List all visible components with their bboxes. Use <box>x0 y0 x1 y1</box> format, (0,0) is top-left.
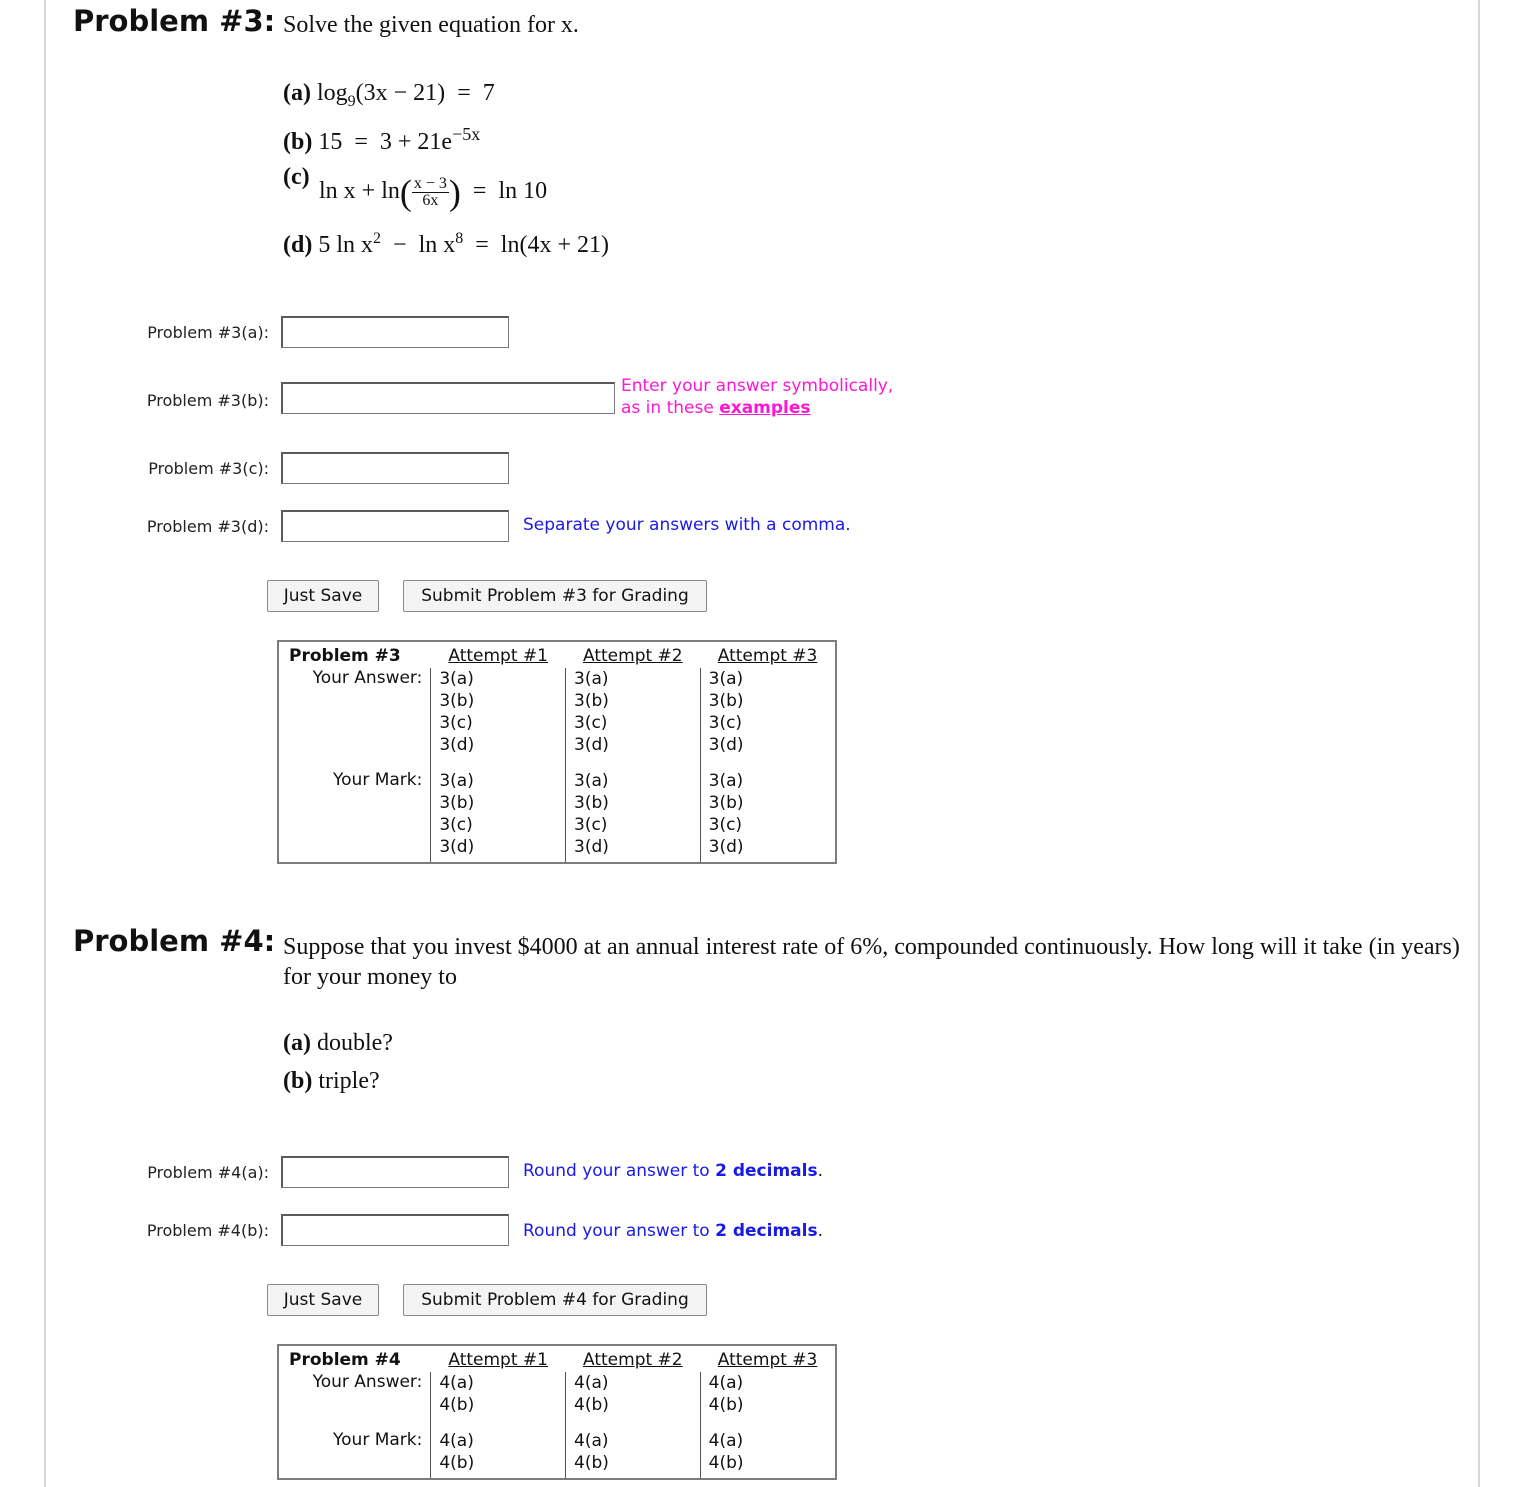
attempt-cell <box>700 760 836 863</box>
problem-3c-input[interactable] <box>281 452 509 484</box>
attempt-cell <box>566 1372 701 1420</box>
part-tag: (a) <box>283 80 311 106</box>
item: 4(b) <box>574 1395 609 1415</box>
eq-exponent: −5x <box>452 124 481 144</box>
item: 3(d) <box>574 836 609 857</box>
attempt-cell <box>566 1420 701 1479</box>
eq-text: (3x − 21) <box>355 80 446 106</box>
eq-paren: ) <box>448 172 461 213</box>
item: 3(b) <box>439 792 475 813</box>
problem-3d-label: Problem #3(d): <box>146 517 269 536</box>
symbolic-hint-line2: as in these <box>621 398 714 418</box>
item: 4(a) <box>708 1373 744 1393</box>
item: 3(d) <box>574 735 609 755</box>
problem-4b-text <box>283 1068 380 1095</box>
attempt-2-link[interactable]: Attempt #2 <box>583 646 683 666</box>
attempt-1-header <box>431 1345 566 1372</box>
part-tag: (b) <box>283 1068 313 1094</box>
item: 3(b) <box>708 792 744 813</box>
item: 3(b) <box>574 792 609 813</box>
item: 4(a) <box>439 1430 474 1451</box>
item: 3(a) <box>439 669 474 689</box>
answer-row <box>278 668 836 760</box>
attempt-2-link[interactable]: Attempt #2 <box>583 1350 683 1370</box>
attempt-cell <box>700 1420 836 1479</box>
attempt-cell <box>431 1372 566 1420</box>
problem-3c-equation <box>319 172 548 213</box>
problem-3a-input[interactable] <box>281 316 509 348</box>
item: 4(a) <box>439 1373 474 1393</box>
problem-4-submit-button[interactable]: Submit Problem #4 for Grading <box>403 1284 707 1316</box>
item: 3(a) <box>439 770 474 791</box>
item: 3(d) <box>708 735 744 755</box>
problem-3b-input[interactable] <box>281 382 615 414</box>
item: 3(c) <box>708 713 743 733</box>
eq-minus: − <box>393 232 407 258</box>
attempt-2-header <box>566 1345 701 1372</box>
round-hint-period: . <box>817 1161 823 1181</box>
symbolic-hint <box>621 375 893 419</box>
part-text: double? <box>316 1030 393 1056</box>
item: 3(a) <box>708 770 744 791</box>
attempt-cell <box>431 1420 566 1479</box>
eq-exponent: 8 <box>455 230 464 247</box>
item: 3(d) <box>708 836 744 857</box>
item: 3(a) <box>708 669 744 689</box>
attempt-1-link[interactable]: Attempt #1 <box>448 646 548 666</box>
your-mark-label: Your Mark: <box>333 769 423 790</box>
your-answer-label: Your Answer: <box>312 1372 423 1392</box>
item: 4(b) <box>708 1395 744 1415</box>
problem-3c-label: Problem #3(c): <box>148 459 269 478</box>
attempt-3-link[interactable]: Attempt #3 <box>717 646 818 666</box>
eq-denominator: 6x <box>422 192 439 209</box>
problem-4-heading: Problem #4: <box>73 924 276 958</box>
problem-3c-tag <box>283 164 310 191</box>
item: 3(b) <box>439 691 475 711</box>
eq-sign: = <box>475 232 489 258</box>
problem-3-statement: Solve the given equation for x. <box>283 12 579 38</box>
part-tag: (c) <box>283 164 310 190</box>
attempt-cell <box>431 760 566 863</box>
attempt-cell <box>566 760 701 863</box>
eq-fraction <box>412 176 449 209</box>
eq-text: ln x + ln <box>319 178 400 205</box>
item: 4(a) <box>574 1373 609 1393</box>
attempt-3-header <box>700 641 836 668</box>
problem-4-attempts-table <box>277 1344 837 1480</box>
mark-row <box>278 1420 836 1479</box>
eq-text: 5 ln x <box>318 232 374 258</box>
part-tag: (a) <box>283 1030 311 1056</box>
answer-row <box>278 1372 836 1420</box>
item: 3(c) <box>574 814 608 835</box>
eq-text: log <box>316 80 348 106</box>
eq-numerator: x − 3 <box>413 175 447 192</box>
eq-text: ln x <box>418 232 456 258</box>
symbolic-hint-line1: Enter your answer symbolically, <box>621 376 894 396</box>
attempt-1-header <box>431 641 566 668</box>
item: 3(c) <box>574 713 608 733</box>
item: 3(b) <box>574 691 609 711</box>
problem-3-submit-button[interactable]: Submit Problem #3 for Grading <box>403 580 707 612</box>
your-answer-label: Your Answer: <box>312 668 423 688</box>
eq-exponent: 2 <box>373 230 382 247</box>
problem-3-attempts-table <box>277 640 837 864</box>
table-title: Problem #4 <box>289 1350 401 1370</box>
item: 4(b) <box>439 1452 475 1473</box>
eq-text: ln(4x + 21) <box>500 232 609 258</box>
problem-3-just-save-button[interactable]: Just Save <box>267 580 379 612</box>
problem-3d-input[interactable] <box>281 510 509 542</box>
problem-4a-input[interactable] <box>281 1156 509 1188</box>
attempt-cell <box>700 1372 836 1420</box>
problem-3d-equation <box>283 230 609 259</box>
item: 4(b) <box>708 1452 744 1473</box>
problem-4b-input[interactable] <box>281 1214 509 1246</box>
item: 3(c) <box>708 814 743 835</box>
attempt-1-link[interactable]: Attempt #1 <box>448 1350 548 1370</box>
eq-sign: = <box>354 129 368 155</box>
item: 3(a) <box>574 770 609 791</box>
eq-text: 3 + 21e <box>379 129 453 155</box>
round-hint-a <box>523 1161 823 1181</box>
item: 3(c) <box>439 713 473 733</box>
item: 4(b) <box>439 1395 475 1415</box>
problem-4-statement: Suppose that you invest $4000 at an annual interest rate of 6%, compounded continuously. How long will it take (in years) for your money to <box>283 934 1460 990</box>
item: 3(a) <box>574 669 609 689</box>
problem-4a-text <box>283 1030 393 1057</box>
eq-subscript: 9 <box>347 92 356 110</box>
item: 4(b) <box>574 1452 609 1473</box>
examples-link[interactable]: examples <box>719 398 811 418</box>
item: 3(d) <box>439 836 475 857</box>
eq-text: 15 <box>318 129 343 155</box>
eq-text: ln 10 <box>498 178 548 205</box>
problem-4-just-save-button[interactable]: Just Save <box>267 1284 379 1316</box>
round-hint-text: Round your answer to <box>523 1221 710 1241</box>
eq-sign: = <box>472 178 487 205</box>
round-hint-period: . <box>817 1221 823 1241</box>
eq-paren: ( <box>399 172 412 213</box>
eq-text: 7 <box>482 80 495 106</box>
item: 3(b) <box>708 691 744 711</box>
attempt-3-header <box>700 1345 836 1372</box>
item: 4(a) <box>708 1430 744 1451</box>
problem-3b-equation <box>283 124 480 156</box>
table-header-row <box>278 641 836 668</box>
item: 3(d) <box>439 735 475 755</box>
problem-3-heading: Problem #3: <box>73 4 276 38</box>
attempt-2-header <box>566 641 701 668</box>
problem-3a-equation <box>283 80 495 111</box>
table-header-row <box>278 1345 836 1372</box>
part-tag: (b) <box>283 129 313 155</box>
round-hint-text: Round your answer to <box>523 1161 710 1181</box>
attempt-cell <box>431 668 566 760</box>
mark-row <box>278 760 836 863</box>
round-hint-b <box>523 1221 823 1241</box>
problem-4a-label: Problem #4(a): <box>147 1163 269 1182</box>
part-tag: (d) <box>283 232 313 258</box>
item: 3(c) <box>439 814 473 835</box>
problem-3b-label: Problem #3(b): <box>146 391 269 410</box>
problem-4b-label: Problem #4(b): <box>146 1221 269 1240</box>
part-text: triple? <box>318 1068 380 1094</box>
item: 4(a) <box>574 1430 609 1451</box>
table-title: Problem #3 <box>289 646 401 666</box>
round-hint-bold: 2 decimals <box>715 1161 818 1181</box>
problem-3a-label: Problem #3(a): <box>147 323 269 342</box>
round-hint-bold: 2 decimals <box>715 1221 818 1241</box>
your-mark-label: Your Mark: <box>333 1429 423 1450</box>
attempt-3-link[interactable]: Attempt #3 <box>717 1350 818 1370</box>
comma-hint: Separate your answers with a comma. <box>523 515 851 535</box>
attempt-cell <box>700 668 836 760</box>
eq-sign: = <box>457 80 471 106</box>
attempt-cell <box>566 668 701 760</box>
